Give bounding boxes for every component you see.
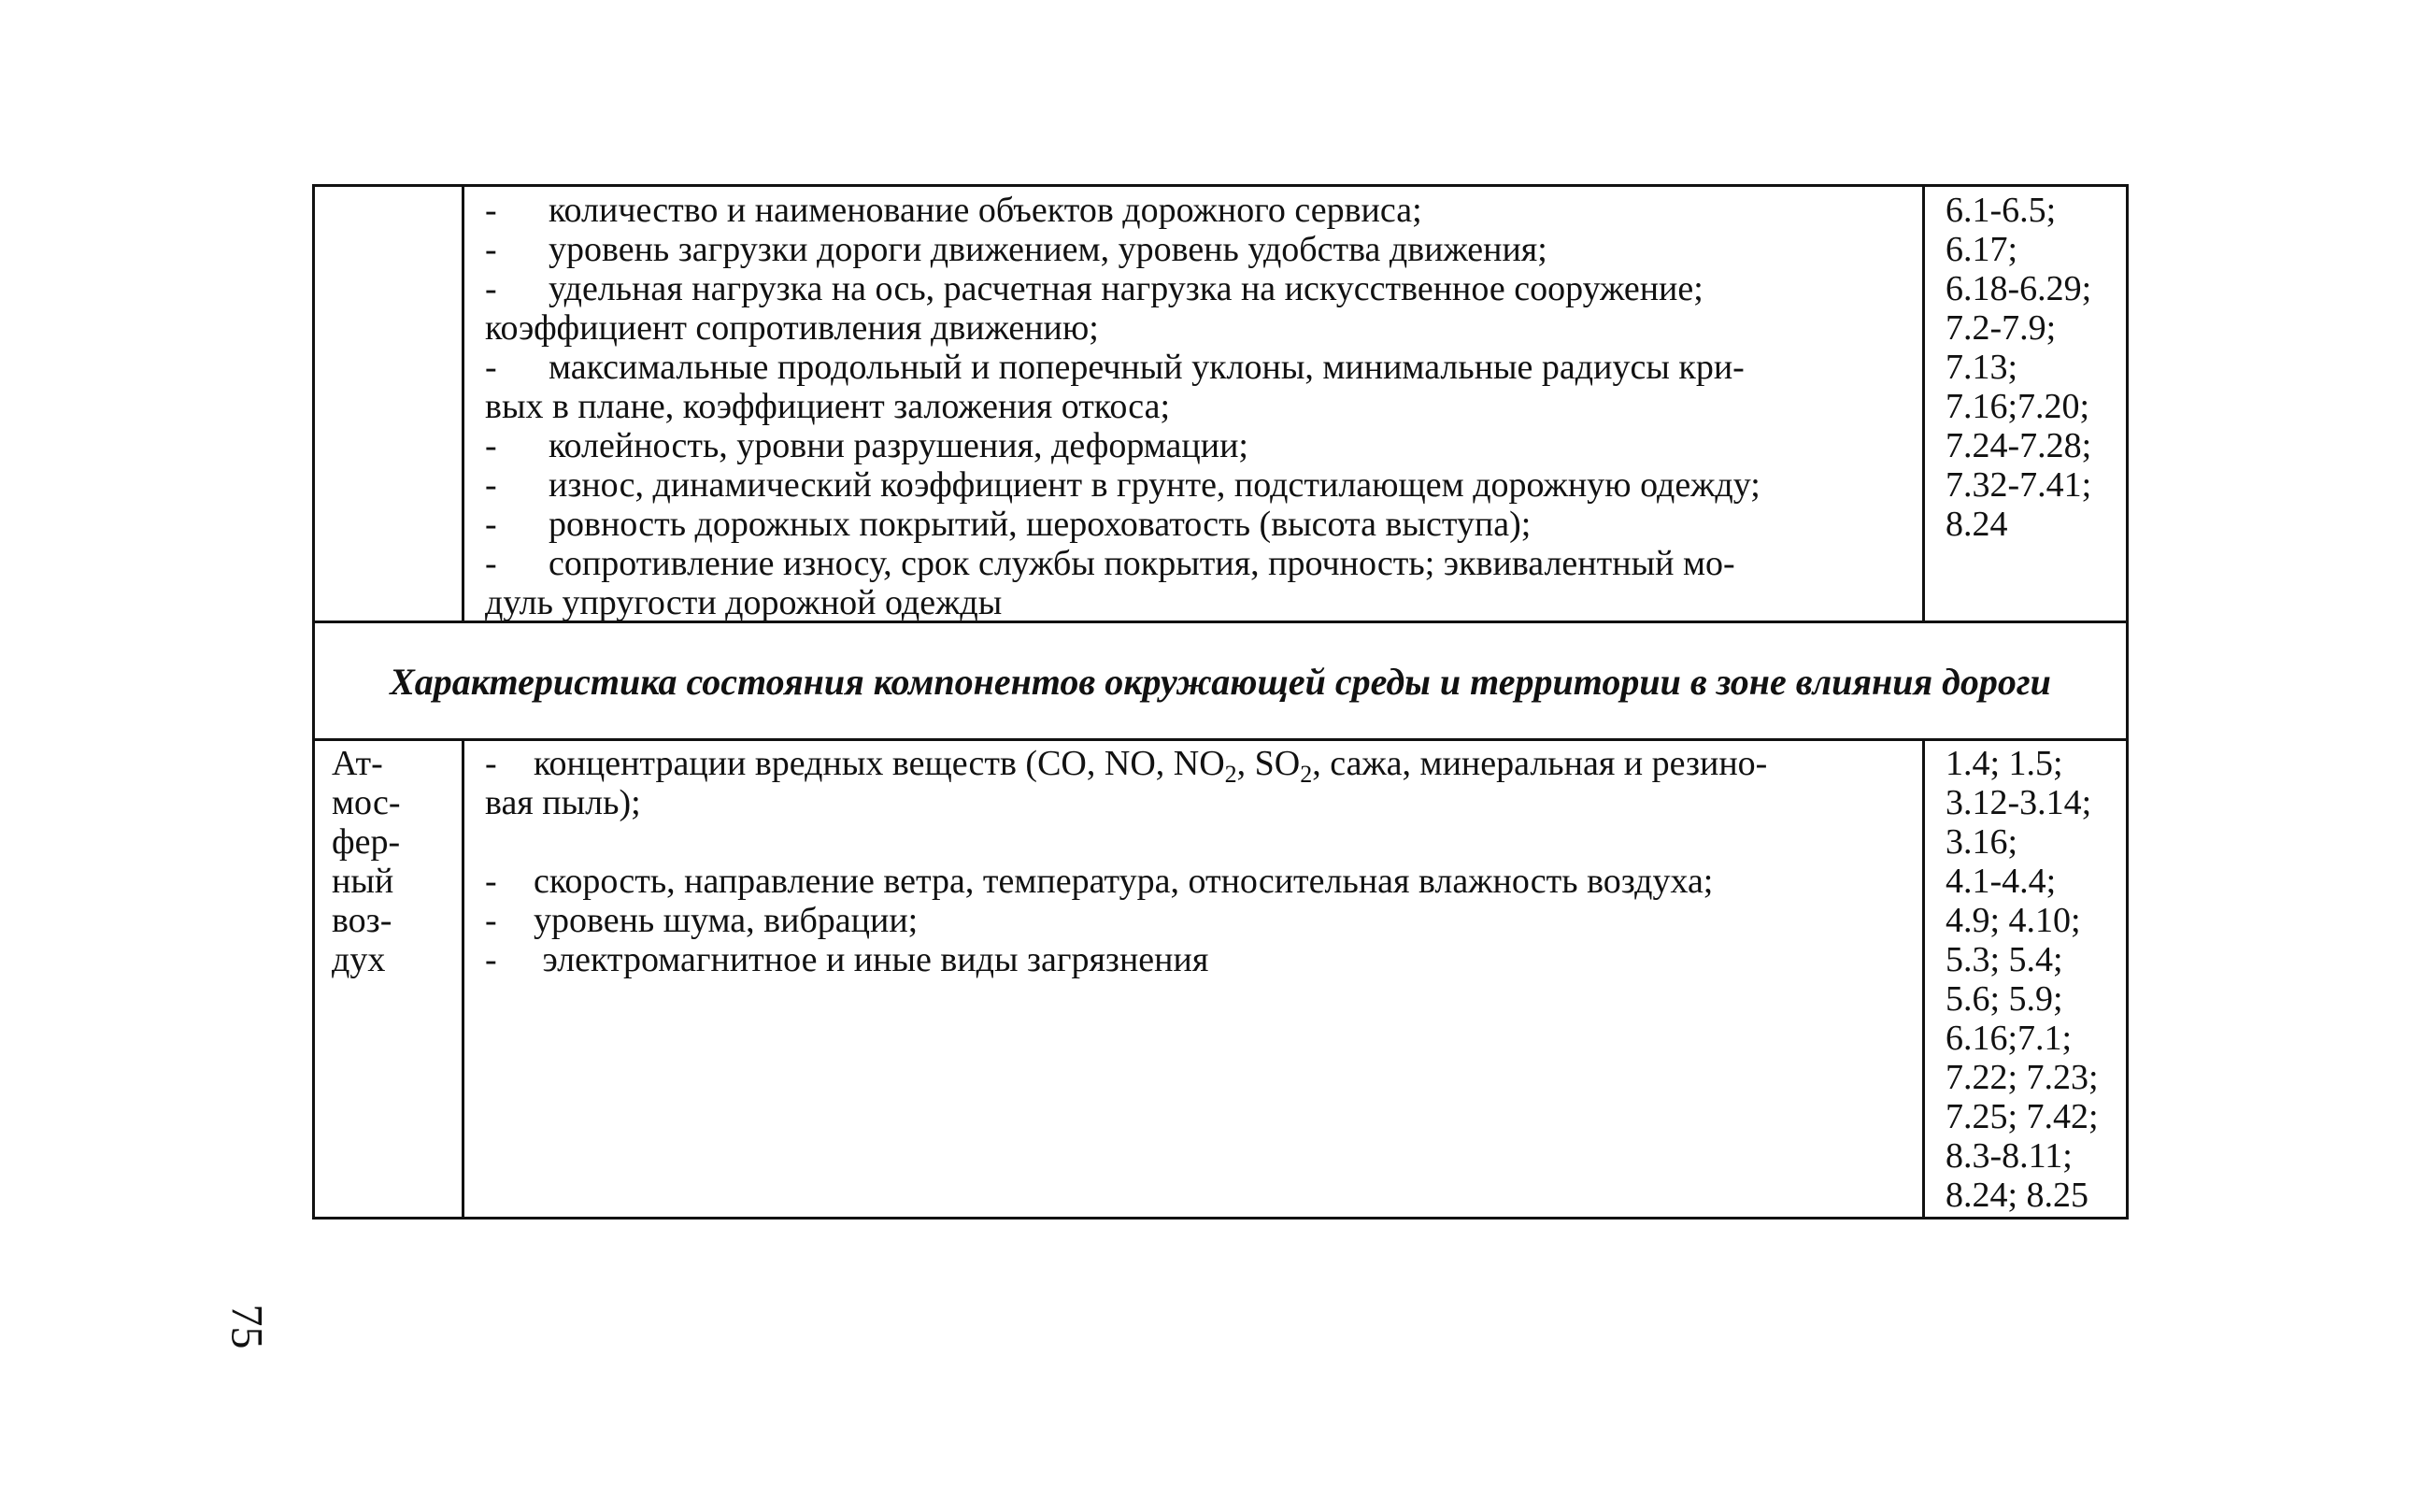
reference-item: 4.1-4.4; <box>1946 862 2057 901</box>
category-line: Ат- <box>332 744 383 783</box>
category-line: мос- <box>332 783 401 822</box>
reference-item: 5.3; 5.4; <box>1946 940 2063 979</box>
reference-item: 6.17; <box>1946 230 2018 269</box>
category-line: ный <box>332 862 394 901</box>
reference-item: 6.18-6.29; <box>1946 269 2092 308</box>
references-list <box>1946 191 2123 544</box>
dash-marker: - <box>485 465 497 505</box>
list-item-continuation: вая пыль); <box>485 783 641 822</box>
list-item <box>485 583 1915 622</box>
row-divider <box>315 738 2126 741</box>
reference-item: 7.16;7.20; <box>1946 387 2090 426</box>
list-item-text: колейность, уровни разрушения, деформации; <box>549 426 1248 465</box>
list-item: - скорость, направление ветра, температура, относительная влажность воздуха; <box>485 862 1714 901</box>
reference-item: 8.3-8.11; <box>1946 1136 2073 1176</box>
list-item: - концентрации вредных веществ (CO, NO, $NO_2$, $SO_2$, сажа, минеральная и резино- <box>485 744 1768 788</box>
list-item-text: дуль упругости дорожной одежды <box>485 583 1003 622</box>
list-item <box>485 465 1915 505</box>
reference-item: 7.2-7.9; <box>1946 308 2057 348</box>
reference-item: 6.1-6.5; <box>1946 191 2057 230</box>
list-item <box>485 269 1915 308</box>
list-item-text: количество и наименование объектов дорожного сервиса; <box>549 191 1422 230</box>
list-item <box>485 191 1915 230</box>
list-item-text: уровень загрузки дороги движением, уровень удобства движения; <box>549 230 1547 269</box>
air-references-list <box>1946 744 2123 1215</box>
list-item-text: ровность дорожных покрытий, шероховатость (высота выступа); <box>549 505 1532 544</box>
dash-marker: - <box>485 230 497 269</box>
dash-marker: - <box>485 505 497 544</box>
category-atmospheric-air <box>332 744 453 979</box>
dash-marker: - <box>485 426 497 465</box>
reference-item: 7.25; 7.42; <box>1946 1097 2099 1136</box>
parameters-list <box>485 191 1915 622</box>
list-item-text: удельная нагрузка на ось, расчетная нагрузка на искусственное сооружение; <box>549 269 1703 308</box>
reference-item: 3.12-3.14; <box>1946 783 2092 822</box>
list-item-text: износ, динамический коэффициент в грунте, подстилающем дорожную одежду; <box>549 465 1760 505</box>
list-item <box>485 426 1915 465</box>
dash-marker: - <box>485 269 497 308</box>
column-divider <box>1922 738 1925 1220</box>
list-item <box>485 505 1915 544</box>
reference-item: 1.4; 1.5; <box>1946 744 2063 783</box>
reference-item: 7.22; 7.23; <box>1946 1058 2099 1097</box>
reference-item: 3.16; <box>1946 822 2018 862</box>
requirements-table <box>312 184 2129 1220</box>
air-parameters-list <box>485 744 1915 979</box>
category-line: воз- <box>332 901 392 940</box>
reference-item: 5.6; 5.9; <box>1946 979 2063 1019</box>
list-item <box>485 348 1915 387</box>
reference-item: 7.13; <box>1946 348 2018 387</box>
list-item: - уровень шума, вибрации; <box>485 901 919 940</box>
list-item-text: коэффициент сопротивления движению; <box>485 308 1099 348</box>
reference-item: 8.24 <box>1946 505 2008 544</box>
list-item <box>485 230 1915 269</box>
reference-item: 6.16;7.1; <box>1946 1019 2073 1058</box>
list-item-text: максимальные продольный и поперечный уклоны, минимальные радиусы кри- <box>549 348 1745 387</box>
dash-marker: - <box>485 544 497 583</box>
list-item <box>485 308 1915 348</box>
column-divider <box>462 187 464 620</box>
list-item-text: сопротивление износу, срок службы покрытия, прочность; эквивалентный мо- <box>549 544 1735 583</box>
category-line: фер- <box>332 822 401 862</box>
list-item <box>485 387 1915 426</box>
list-item <box>485 544 1915 583</box>
column-divider <box>462 738 464 1220</box>
reference-item: 7.24-7.28; <box>1946 426 2092 465</box>
reference-item: 8.24; 8.25 <box>1946 1176 2089 1215</box>
reference-item: 7.32-7.41; <box>1946 465 2092 505</box>
list-item: - электромагнитное и иные виды загрязнения <box>485 940 1209 979</box>
page-number: 75 <box>221 1304 272 1349</box>
column-divider <box>1922 187 1925 620</box>
section-title: Характеристика состояния компонентов окружающей среды и территории в зоне влияния дороги <box>390 660 2051 703</box>
reference-item: 4.9; 4.10; <box>1946 901 2081 940</box>
list-item-text: вых в плане, коэффициент заложения откоса; <box>485 387 1171 426</box>
dash-marker: - <box>485 191 497 230</box>
category-line: дух <box>332 940 386 979</box>
blank-line <box>485 822 1915 862</box>
dash-marker: - <box>485 348 497 387</box>
